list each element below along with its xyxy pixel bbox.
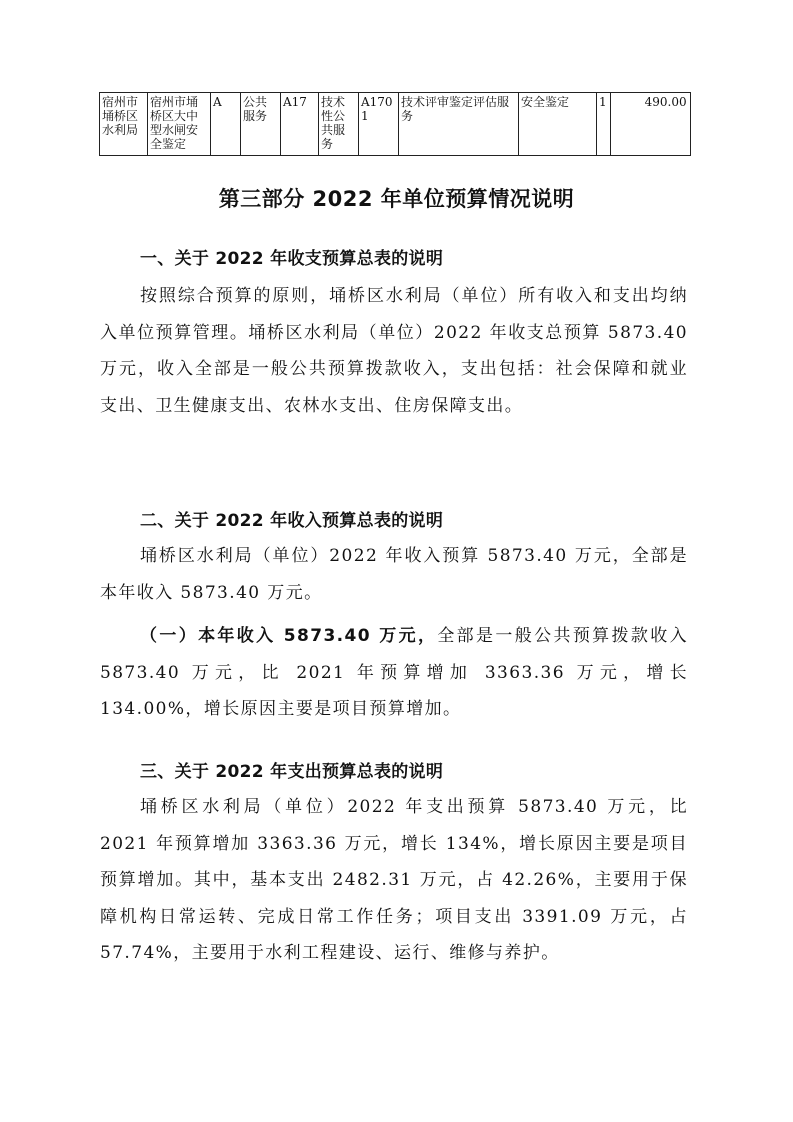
table-cell-class: 技术性公共服务 — [319, 93, 359, 156]
budget-item-table — [99, 92, 691, 156]
table-cell-class-code: A17 — [281, 93, 319, 156]
table-cell-quantity: 1 — [597, 93, 611, 156]
section-3-paragraph: 埇桥区水利局（单位）2022 年支出预算 5873.40 万元，比 2021 年预算增加 3363.36 万元，增长 134%，增长原因主要是项目预算增加。其中，基本支出 2482.31 万元，占 42.26%，主要用于保障机构日常运转、完成日常工作任务；项目支出 3391.09 万元，占 57.74%，主要用于水利工程建设、运行、维修与养护。 — [100, 797, 688, 963]
table-cell-unit: 宿州市埇桥区水利局 — [100, 93, 148, 156]
table-row — [100, 93, 691, 156]
section-1-heading: 一、关于 2022 年收支预算总表的说明 — [140, 249, 444, 269]
table-cell-category: 公共服务 — [241, 93, 281, 156]
table-cell-item: 技术评审鉴定评估服务 — [399, 93, 519, 156]
table-cell-project: 宿州市埇桥区大中型水闸安全鉴定 — [148, 93, 211, 156]
table-cell-amount: 490.00 — [610, 93, 690, 156]
section-2-paragraph: 埇桥区水利局（单位）2022 年收入预算 5873.40 万元，全部是本年收入 5873.40 万元。 — [100, 546, 688, 603]
page-title: 第三部分 2022 年单位预算情况说明 — [218, 187, 575, 211]
subsection-1-text: 全部是一般公共预算拨款收入 5873.40 万元，比 2021 年预算增加 3363.36 万元，增长 134.00%，增长原因主要是项目预算增加。 — [100, 626, 688, 719]
section-1-paragraph: 按照综合预算的原则，埇桥区水利局（单位）所有收入和支出均纳入单位预算管理。埇桥区水利局（单位）2022 年收支总预算 5873.40 万元，收入全部是一般公共预算拨款收入，支出包括：社会保障和就业支出、卫生健康支出、农林水支出、住房保障支出。 — [100, 286, 688, 416]
table-cell-category-code: A — [211, 93, 241, 156]
table-cell-content: 安全鉴定 — [519, 93, 597, 156]
section-2-subparagraph — [100, 618, 688, 728]
section-2-heading: 二、关于 2022 年收入预算总表的说明 — [140, 511, 444, 531]
subsection-1-title: （一）本年收入 5873.40 万元， — [140, 626, 438, 646]
section-3-heading: 三、关于 2022 年支出预算总表的说明 — [140, 762, 444, 782]
table-cell-item-code: A1701 — [359, 93, 399, 156]
